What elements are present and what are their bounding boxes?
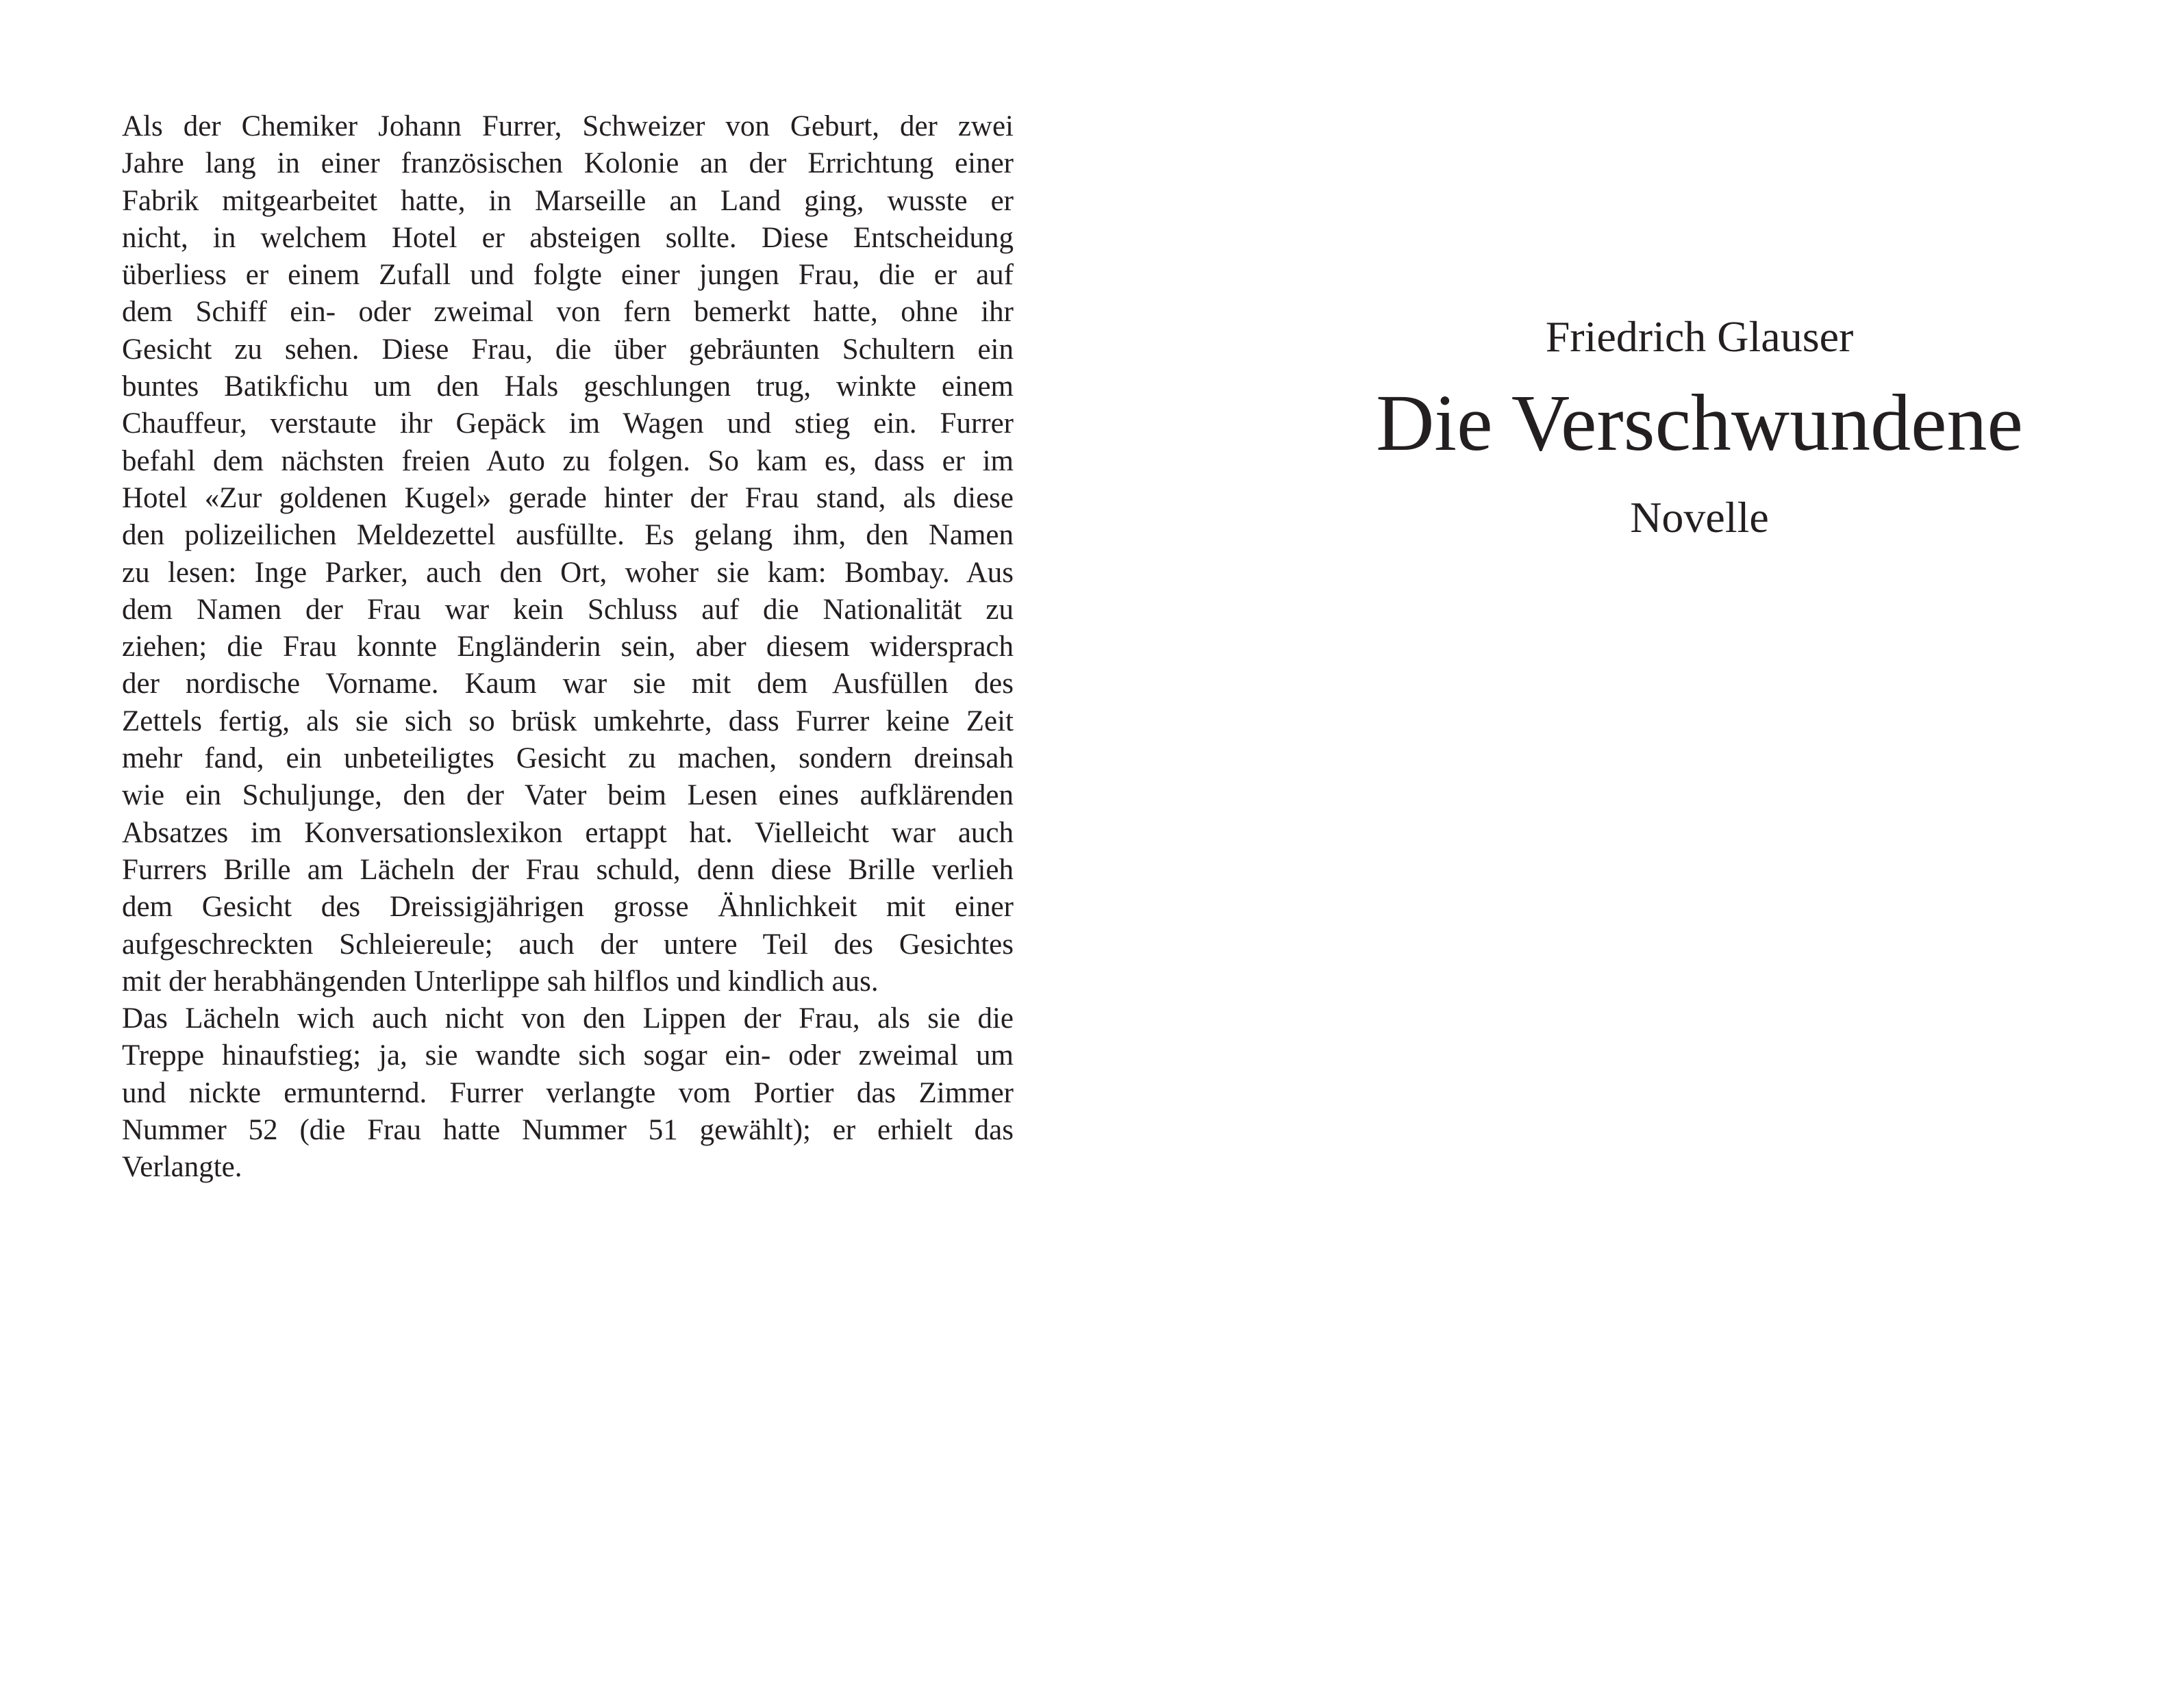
- text-line: befahl dem nächsten freien Auto zu folgen. So kam es, dass er im: [122, 444, 1014, 477]
- text-line: Fabrik mitgearbeitet hatte, in Marseille an Land ging, wusste er: [122, 184, 1014, 217]
- text-line: und nickte ermunternd. Furrer verlangte vom Portier das Zimmer: [122, 1076, 1014, 1109]
- text-line: Zettels fertig, als sie sich so brüsk umkehrte, dass Furrer keine Zeit: [122, 705, 1014, 737]
- book-title: Die Verschwundene: [1376, 378, 2023, 468]
- book-subtitle: Novelle: [1630, 493, 1769, 542]
- text-line: dem Namen der Frau war kein Schluss auf die Nationalität zu: [122, 593, 1014, 626]
- text-line: Treppe hinaufstieg; ja, sie wandte sich sogar ein- oder zweimal um: [122, 1039, 1014, 1072]
- text-line: Absatzes im Konversationslexikon ertappt hat. Vielleicht war auch: [122, 816, 1014, 849]
- text-line: überliess er einem Zufall und folgte einer jungen Frau, die er auf: [122, 259, 1014, 292]
- text-line: Jahre lang in einer französischen Kolonie an der Errichtung einer: [122, 147, 1014, 180]
- text-line: Verlangte.: [122, 1151, 242, 1184]
- text-line: wie ein Schuljunge, den der Vater beim Lesen eines aufklärenden: [122, 779, 1014, 812]
- right-page: [1092, 0, 2184, 1698]
- text-line: buntes Batikfichu um den Hals geschlungen trug, winkte einem: [122, 370, 1014, 403]
- author-name: Friedrich Glauser: [1545, 312, 1854, 361]
- text-line: den polizeilichen Meldezettel ausfüllte. Es gelang ihm, den Namen: [122, 519, 1014, 552]
- text-line: nicht, in welchem Hotel er absteigen sollte. Diese Entscheidung: [122, 221, 1014, 254]
- text-line: Nummer 52 (die Frau hatte Nummer 51 gewählt); er erhielt das: [122, 1114, 1014, 1147]
- text-line: mehr fand, ein unbeteiligtes Gesicht zu machen, sondern dreinsah: [122, 742, 1014, 775]
- text-line: aufgeschreckten Schleiereule; auch der untere Teil des Gesichtes: [122, 928, 1014, 961]
- story-text: [122, 108, 1014, 1187]
- left-page: [122, 108, 1014, 1187]
- text-line: dem Gesicht des Dreissigjährigen grosse Ähnlichkeit mit einer: [122, 891, 1014, 924]
- text-line: ziehen; die Frau konnte Engländerin sein, aber diesem widersprach: [122, 631, 1014, 663]
- text-line: Hotel «Zur goldenen Kugel» gerade hinter der Frau stand, als diese: [122, 481, 1014, 514]
- text-line: mit der herabhängenden Unterlippe sah hilflos und kindlich aus.: [122, 965, 879, 998]
- text-line: dem Schiff ein- oder zweimal von fern bemerkt hatte, ohne ihr: [122, 296, 1014, 329]
- text-line: zu lesen: Inge Parker, auch den Ort, woher sie kam: Bombay. Aus: [122, 556, 1014, 589]
- text-line: Furrers Brille am Lächeln der Frau schuld, denn diese Brille verlieh: [122, 853, 1014, 886]
- text-line: Als der Chemiker Johann Furrer, Schweizer von Geburt, der zwei: [122, 110, 1014, 142]
- text-line: Gesicht zu sehen. Diese Frau, die über gebräunten Schultern ein: [122, 333, 1014, 366]
- text-line: der nordische Vorname. Kaum war sie mit dem Ausfüllen des: [122, 668, 1014, 700]
- text-line: Das Lächeln wich auch nicht von den Lippen der Frau, als sie die: [122, 1002, 1014, 1035]
- text-line: Chauffeur, verstaute ihr Gepäck im Wagen und stieg ein. Furrer: [122, 407, 1014, 440]
